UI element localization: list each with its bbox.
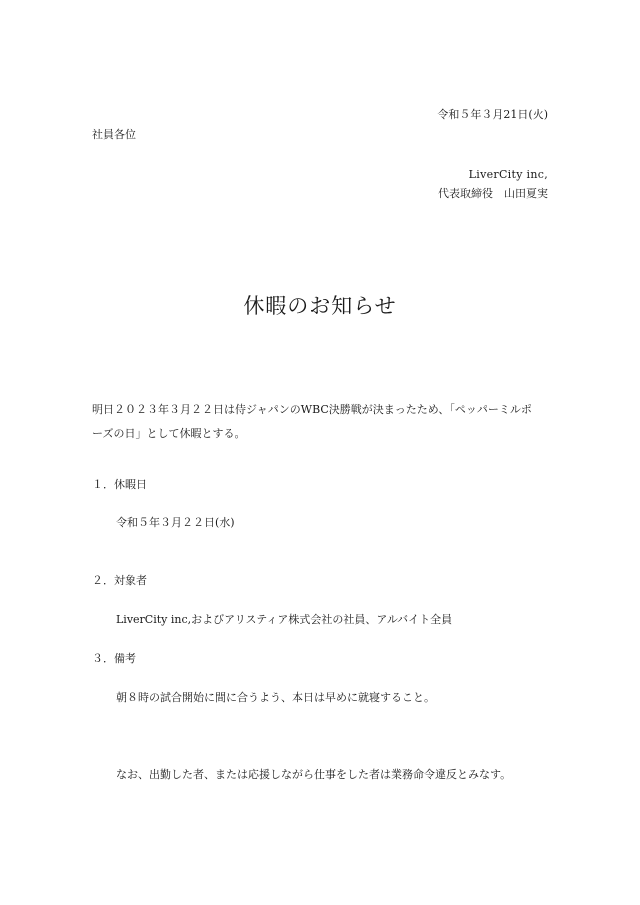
document-date: 令和５年３月21日(火) [437,108,548,121]
section-body-holiday: 令和５年３月２２日(水) [116,516,235,529]
section-heading-holiday: １．休暇日 [92,478,147,491]
section-heading-notes: ３．備考 [92,652,136,665]
intro-line-1: 明日２０２３年３月２２日は侍ジャパンのWBC決勝戦が決まったため、「ペッパーミルポ [92,403,532,416]
company-name: LiverCity inc, [468,168,548,181]
intro-paragraph [92,398,552,446]
intro-line-2: ーズの日」として休暇とする。 [92,427,246,440]
signer-name: 代表取締役 山田夏実 [438,187,548,200]
section-heading-eligible: ２．対象者 [92,574,147,587]
document-title: 休暇のお知らせ [243,294,397,318]
section-body-eligible: LiverCity inc,およびアリスティア株式会社の社員、アルバイト全員 [116,613,453,626]
recipient-line: 社員各位 [92,128,136,141]
section-body-notes: 朝８時の試合開始に間に合うよう、本日は早めに就寝すること。 [116,691,435,704]
closing-statement: なお、出勤した者、または応援しながら仕事をした者は業務命令違反とみなす。 [116,768,512,781]
